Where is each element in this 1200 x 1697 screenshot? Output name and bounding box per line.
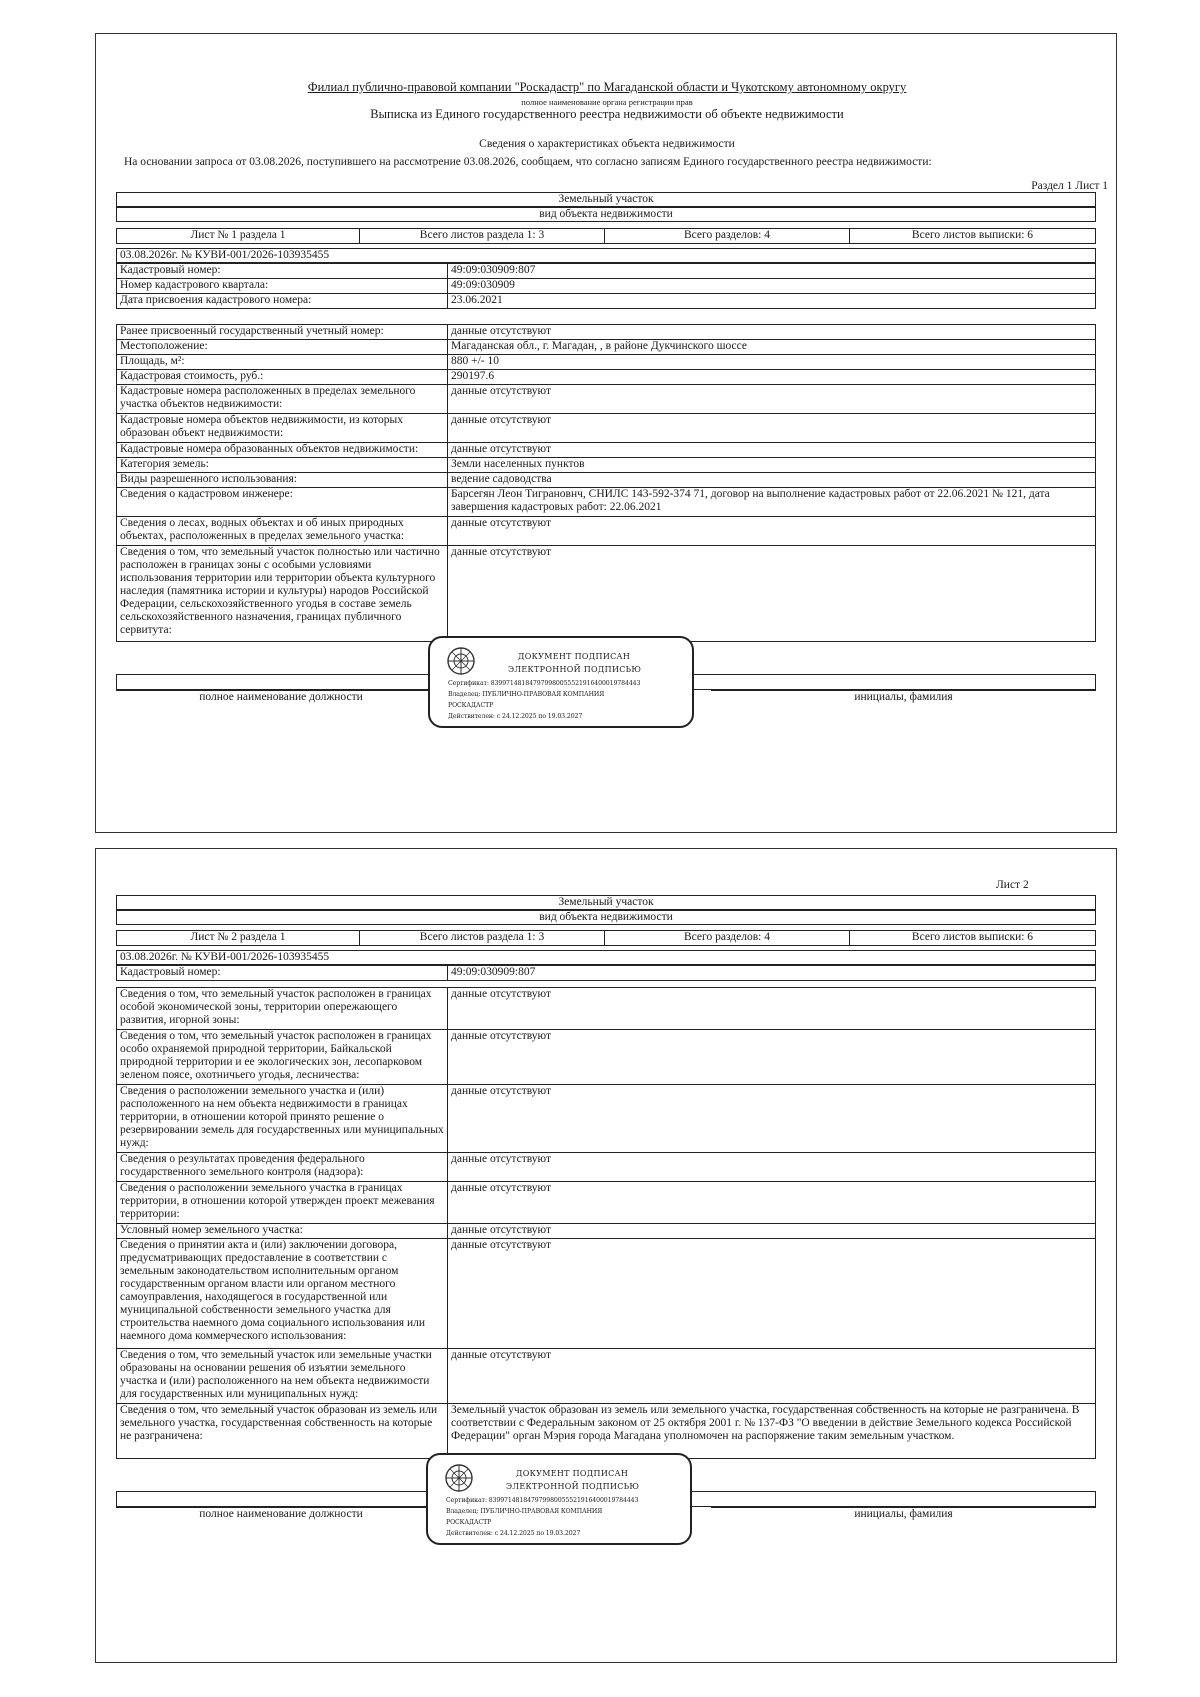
row-label: Сведения о кадастровом инженере:	[117, 488, 448, 517]
table-row	[117, 1349, 1096, 1404]
emblem-icon	[444, 1463, 474, 1493]
basis-text: На основании запроса от 03.08.2026, поступившего на рассмотрение 03.08.2026, сообщаем, что согласно записям Единого государственного реестра недвижимости:	[124, 156, 932, 168]
position-caption: полное наименование должности	[199, 1508, 363, 1520]
stamp-owner: Владелец: ПУБЛИЧНО-ПРАВОВАЯ КОМПАНИЯ	[448, 691, 605, 698]
electronic-signature-stamp	[426, 1453, 692, 1545]
row-value: Магаданская обл., г. Магадан, , в районе Дукчинского шоссе	[448, 340, 1096, 355]
total-sections: Всего разделов: 4	[605, 931, 850, 946]
row-label: Кадастровые номера расположенных в пределах земельного участка объектов недвижимости:	[117, 385, 448, 414]
sheet-label: Лист 2	[996, 879, 1029, 891]
extract-sheet-2	[95, 848, 1117, 1663]
identifier-table	[116, 965, 1096, 981]
row-value: данные отсутствуют	[448, 1030, 1096, 1085]
row-label: Сведения о расположении земельного участка и (или) расположенного на нем объекта недвижимости в границах территории, в отношении которой принято решение о резервировании земель для государственных или муниципальных нужд:	[117, 1085, 448, 1153]
row-value: данные отсутствуют	[448, 517, 1096, 546]
extract-reference: 03.08.2026г. № КУВИ-001/2026-103935455	[116, 950, 1096, 965]
object-type-caption: вид объекта недвижимости	[116, 910, 1096, 925]
row-value: 23.06.2021	[448, 294, 1096, 309]
org-caption: полное наименование органа регистрации прав	[521, 97, 693, 107]
row-value: ведение садоводства	[448, 473, 1096, 488]
initials-caption: инициалы, фамилия	[854, 1508, 953, 1520]
row-label: Кадастровые номера объектов недвижимости, из которых образован объект недвижимости:	[117, 414, 448, 443]
table-row	[117, 340, 1096, 355]
row-value: 49:09:030909:807	[448, 264, 1096, 279]
table-row	[117, 517, 1096, 546]
row-value: 880 +/- 10	[448, 355, 1096, 370]
table-row	[117, 546, 1096, 642]
row-value: Земельный участок образован из земель или земельного участка, государственная собственность на которые не разграничена. В соответствии с Федеральным законом от 25 октября 2001 г. № 137-ФЗ "О введении в действие Земельного кодекса Российской Федерации" орган Мэрия города Магадана уполномочен на распоряжение таким земельным участком.	[448, 1404, 1096, 1459]
row-label: Ранее присвоенный государственный учетный номер:	[117, 325, 448, 340]
table-row	[117, 488, 1096, 517]
row-value: данные отсутствуют	[448, 1349, 1096, 1404]
table-row	[117, 264, 1096, 279]
table-row	[117, 458, 1096, 473]
extract-sheet-1	[95, 33, 1117, 833]
object-type: Земельный участок	[116, 895, 1096, 910]
identifier-table	[116, 263, 1096, 309]
row-label: Кадастровые номера образованных объектов недвижимости:	[117, 443, 448, 458]
table-row	[117, 1182, 1096, 1224]
stamp-validity: Действителен: с 24.12.2025 по 19.03.2027	[446, 1530, 581, 1537]
row-value: данные отсутствуют	[448, 1085, 1096, 1153]
row-value: Барсегян Леон Тиграновнч, СНИЛС 143-592-374 71, договор на выполнение кадастровых работ от 22.06.2021 № 121, дата завершения кадастровых работ: 22.06.2021	[448, 488, 1096, 517]
row-label: Кадастровая стоимость, руб.:	[117, 370, 448, 385]
row-value: 290197.6	[448, 370, 1096, 385]
characteristics-table	[116, 987, 1096, 1459]
row-label: Сведения о результатах проведения федерального государственного земельного контроля (надзора):	[117, 1153, 448, 1182]
table-row	[117, 325, 1096, 340]
total-sheets-section: Всего листов раздела 1: 3	[360, 931, 605, 946]
table-row	[117, 1085, 1096, 1153]
row-value: данные отсутствуют	[448, 443, 1096, 458]
org-title: Филиал публично-правовой компании "Роскадастр" по Магаданской области и Чукотскому автономному округу	[307, 80, 907, 94]
sheet-counters	[116, 228, 1096, 244]
stamp-title-1: ДОКУМЕНТ ПОДПИСАН	[518, 652, 631, 661]
row-label: Виды разрешенного использования:	[117, 473, 448, 488]
table-row	[117, 1153, 1096, 1182]
row-label: Сведения о том, что земельный участок образован из земель или земельного участка, государственная собственность на которые не разграничена:	[117, 1404, 448, 1459]
row-value: данные отсутствуют	[448, 414, 1096, 443]
table-row	[117, 1239, 1096, 1349]
table-row	[117, 1224, 1096, 1239]
stamp-owner-org: РОСКАДАСТР	[448, 702, 494, 709]
row-value: данные отсутствуют	[448, 1153, 1096, 1182]
row-value: данные отсутствуют	[448, 385, 1096, 414]
sheet-number: Лист № 2 раздела 1	[117, 931, 360, 946]
row-label: Сведения о том, что земельный участок или земельные участки образованы на основании решения об изъятии земельного участка и (или) расположенного на нем объекта недвижимости для государственных или муниципальных нужд:	[117, 1349, 448, 1404]
row-label: Площадь, м²:	[117, 355, 448, 370]
row-label: Сведения о том, что земельный участок полностью или частично расположен в границах зоны с особыми условиями использования территории или территории объекта культурного наследия (памятника истории и культуры) народов Российской Федерации, сельскохозяйственного угодья в составе земель сельскохозяйственного назначения, границах публичного сервитута:	[117, 546, 448, 642]
row-label: Сведения о том, что земельный участок расположен в границах особой экономической зоны, территории опережающего развития, игорной зоны:	[117, 988, 448, 1030]
sheet-counters	[116, 930, 1096, 946]
table-row	[117, 1404, 1096, 1459]
table-row	[117, 294, 1096, 309]
row-value: Земли населенных пунктов	[448, 458, 1096, 473]
extract-reference: 03.08.2026г. № КУВИ-001/2026-103935455	[116, 248, 1096, 263]
row-label: Кадастровый номер:	[117, 264, 448, 279]
row-value: данные отсутствуют	[448, 988, 1096, 1030]
stamp-title-2: ЭЛЕКТРОННОЙ ПОДПИСЬЮ	[506, 1482, 640, 1491]
table-row	[117, 414, 1096, 443]
table-row	[117, 370, 1096, 385]
row-value: данные отсутствуют	[448, 1224, 1096, 1239]
stamp-title-1: ДОКУМЕНТ ПОДПИСАН	[516, 1469, 629, 1478]
table-row	[117, 385, 1096, 414]
row-label: Сведения о расположении земельного участка в границах территории, в отношении которой утвержден проект межевания территории:	[117, 1182, 448, 1224]
row-label: Дата присвоения кадастрового номера:	[117, 294, 448, 309]
stamp-certificate: Сертификат: 839971481847979980055521916400019784443	[448, 680, 641, 687]
stamp-owner: Владелец: ПУБЛИЧНО-ПРАВОВАЯ КОМПАНИЯ	[446, 1508, 603, 1515]
object-type: Земельный участок	[116, 192, 1096, 207]
section-sheet-label: Раздел 1 Лист 1	[1031, 180, 1108, 192]
row-value: 49:09:030909:807	[448, 966, 1096, 981]
sheet-number: Лист № 1 раздела 1	[117, 229, 360, 244]
stamp-certificate: Сертификат: 839971481847979980055521916400019784443	[446, 1497, 639, 1504]
section-title: Сведения о характеристиках объекта недвижимости	[479, 138, 735, 150]
total-sheets-extract: Всего листов выписки: 6	[850, 229, 1096, 244]
table-row	[117, 473, 1096, 488]
extract-title: Выписка из Единого государственного реестра недвижимости об объекте недвижимости	[370, 107, 844, 121]
row-value: данные отсутствуют	[448, 325, 1096, 340]
stamp-title-2: ЭЛЕКТРОННОЙ ПОДПИСЬЮ	[508, 665, 642, 674]
initials-caption: инициалы, фамилия	[854, 691, 953, 703]
total-sections: Всего разделов: 4	[605, 229, 850, 244]
row-label: Сведения о лесах, водных объектах и об иных природных объектах, расположенных в пределах земельного участка:	[117, 517, 448, 546]
row-label: Категория земель:	[117, 458, 448, 473]
row-label: Местоположение:	[117, 340, 448, 355]
row-value: данные отсутствуют	[448, 1182, 1096, 1224]
row-label: Сведения о принятии акта и (или) заключении договора, предусматривающих предоставление в соответствии с земельным законодательством исполнительным органом государственным органом власти или органом местного самоуправления, находящегося в государственной или муниципальной собственности земельного участка для строительства наемного дома социального использования или наемного дома коммерческого использования:	[117, 1239, 448, 1349]
row-value: данные отсутствуют	[448, 546, 1096, 642]
row-label: Номер кадастрового квартала:	[117, 279, 448, 294]
stamp-owner-org: РОСКАДАСТР	[446, 1519, 492, 1526]
row-value: 49:09:030909	[448, 279, 1096, 294]
table-row	[117, 988, 1096, 1030]
row-label: Условный номер земельного участка:	[117, 1224, 448, 1239]
characteristics-table	[116, 324, 1096, 642]
stamp-validity: Действителен: с 24.12.2025 по 19.03.2027	[448, 713, 583, 720]
row-label: Сведения о том, что земельный участок расположен в границах особо охраняемой природной территории, Байкальской природной территории и ее экологических зон, лесопарковом зеленом поясе, охотничьего угодья, лесничества:	[117, 1030, 448, 1085]
position-caption: полное наименование должности	[199, 691, 363, 703]
total-sheets-section: Всего листов раздела 1: 3	[360, 229, 605, 244]
total-sheets-extract: Всего листов выписки: 6	[850, 931, 1096, 946]
electronic-signature-stamp	[428, 636, 694, 728]
table-row	[117, 966, 1096, 981]
row-value: данные отсутствуют	[448, 1239, 1096, 1349]
object-type-caption: вид объекта недвижимости	[116, 207, 1096, 222]
table-row	[117, 279, 1096, 294]
table-row	[117, 443, 1096, 458]
row-label: Кадастровый номер:	[117, 966, 448, 981]
table-row	[117, 1030, 1096, 1085]
table-row	[117, 355, 1096, 370]
emblem-icon	[446, 646, 476, 676]
